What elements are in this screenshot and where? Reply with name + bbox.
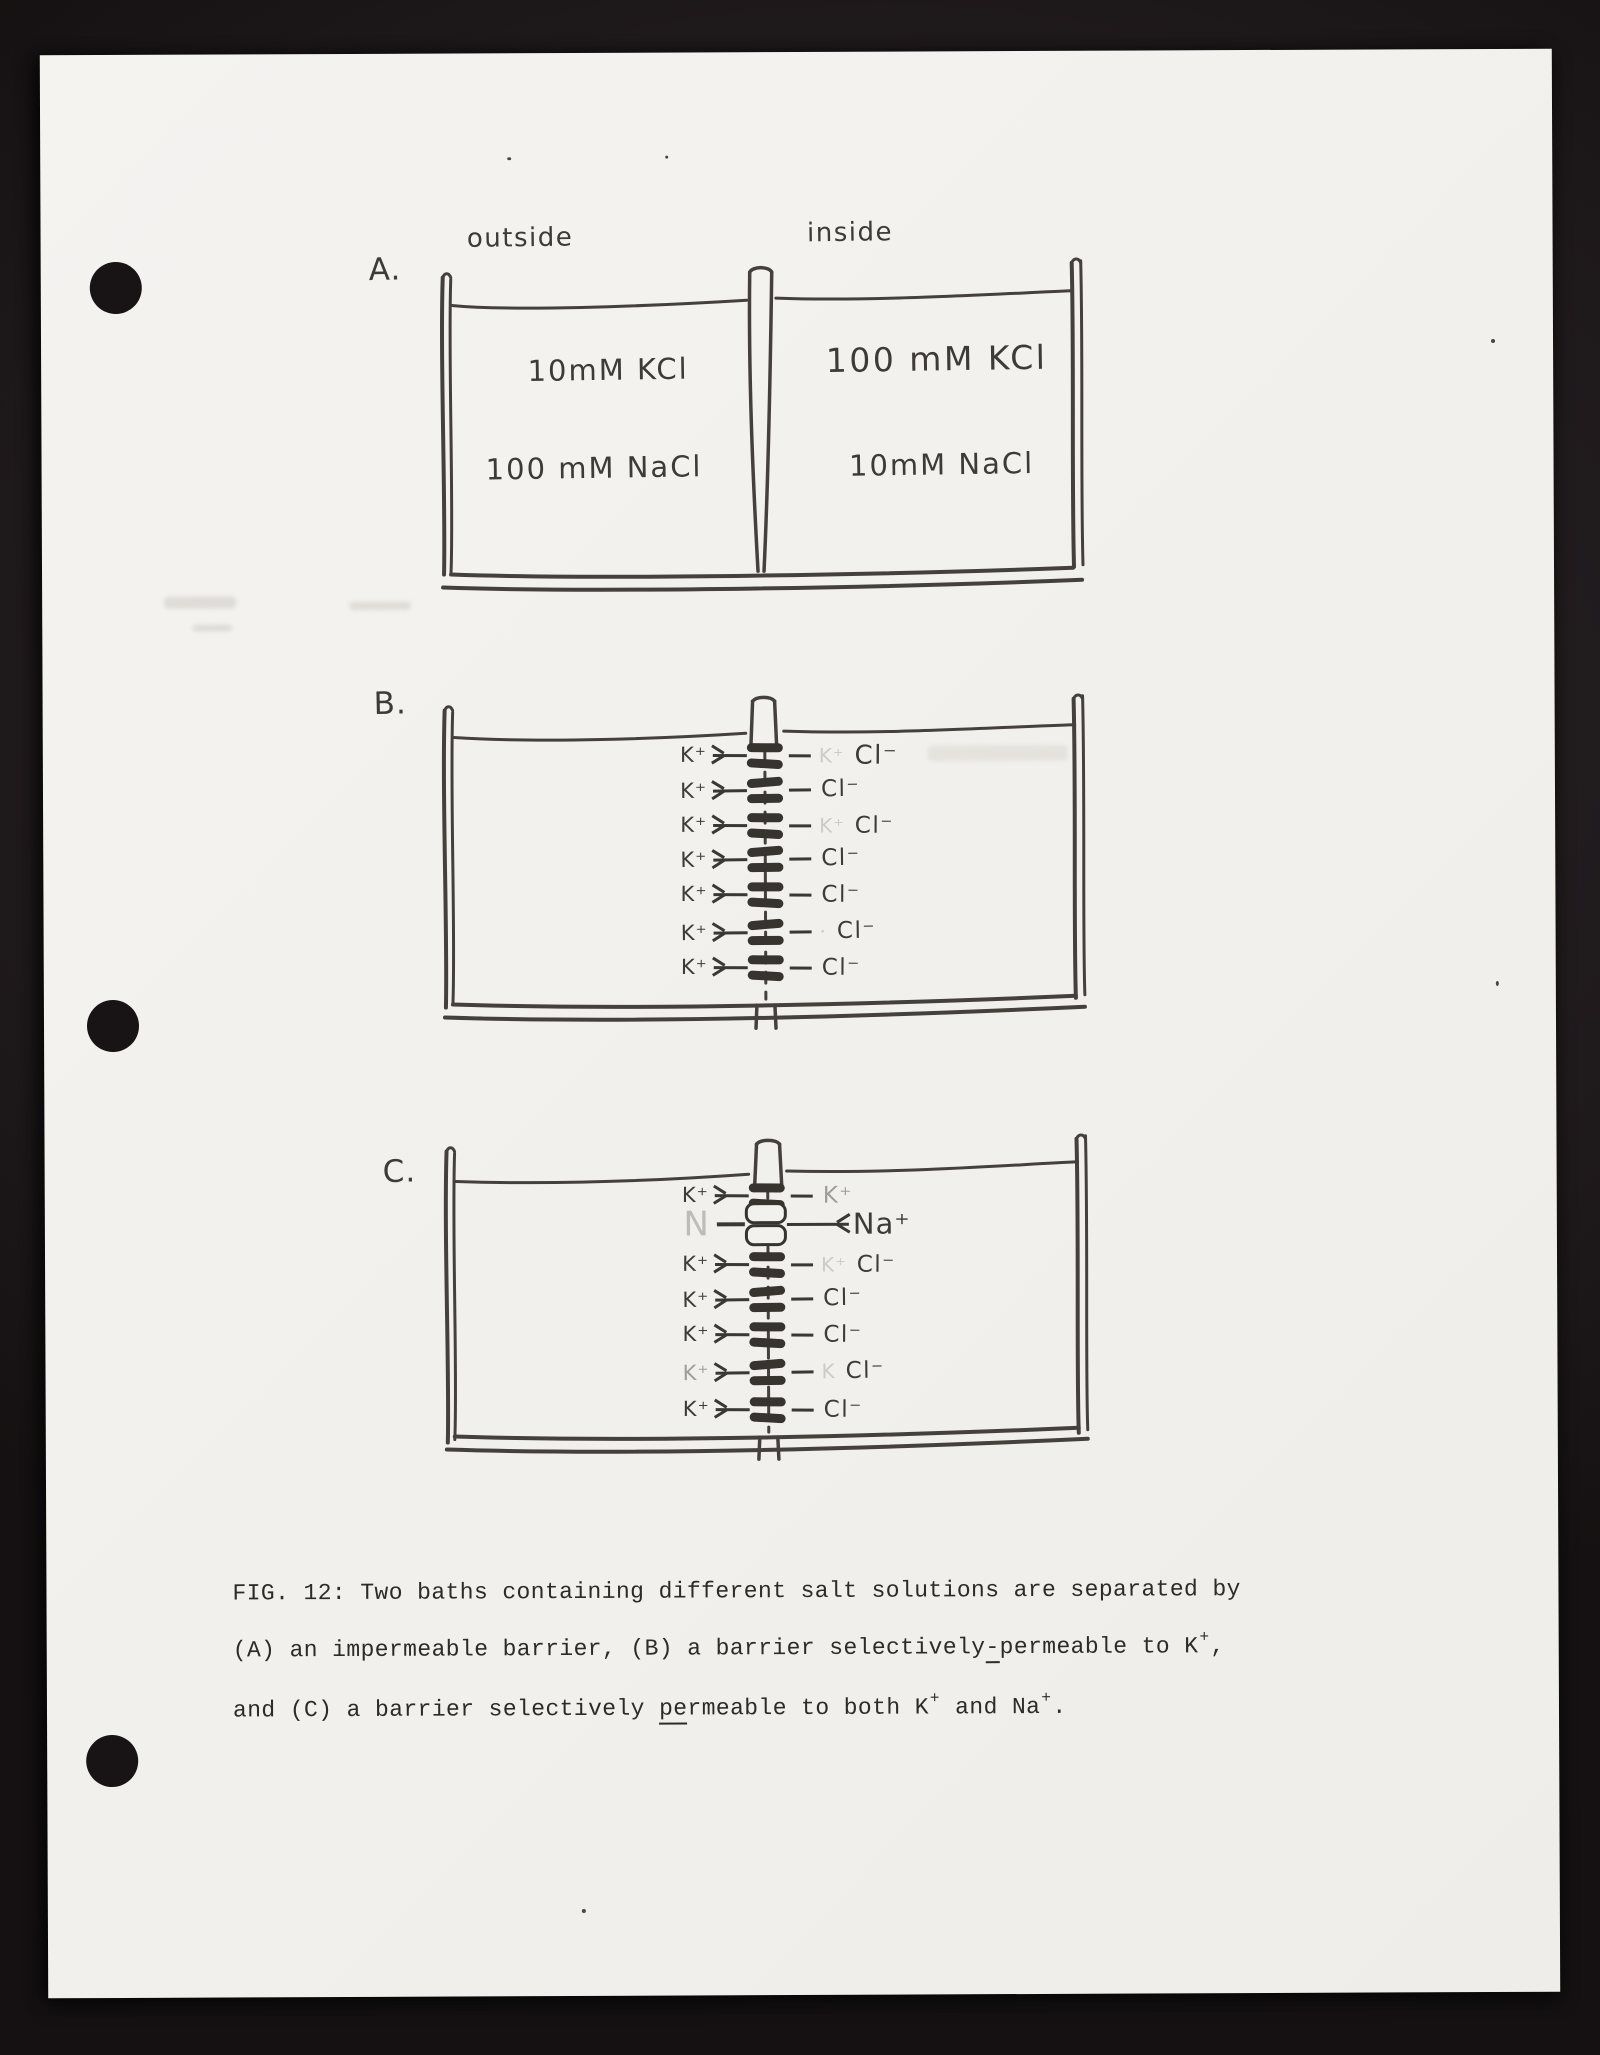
ion-label-k: K⁺ [679, 778, 708, 804]
caption-text: pe [659, 1695, 688, 1724]
diagram-c-label: C. [382, 1153, 417, 1191]
caption-text: and Na [940, 1693, 1041, 1721]
ion-label-k: K⁺ [680, 847, 708, 873]
ion-label-k: K⁺ [682, 1287, 710, 1313]
left-arrow-icon [715, 1298, 749, 1301]
solution-inside-kcl: 100 mM KCl [825, 337, 1048, 381]
bond-dash [791, 1194, 813, 1197]
left-arrow-icon [715, 1262, 749, 1265]
column-header-outside: outside [466, 222, 574, 254]
scan-speck [507, 157, 511, 160]
ion-label-k: K⁺ [682, 1321, 710, 1347]
caption-line [232, 1628, 1225, 1664]
ion-label-right: Cl⁻ [854, 740, 899, 771]
ion-label-right: Cl⁻ [845, 1357, 885, 1384]
ion-label-k: K⁺ [681, 1183, 709, 1208]
solution-outside-nacl: 100 mM NaCl [485, 449, 703, 487]
ion-label-k: K⁺ [682, 1251, 710, 1276]
caption-text: and (C) a barrier selectively [232, 1695, 660, 1724]
column-header-inside: inside [806, 217, 894, 249]
left-arrow-icon [716, 1408, 750, 1411]
bond-dash [791, 1333, 813, 1336]
caption-text: - [985, 1634, 999, 1663]
ion-flow-row [621, 1281, 863, 1318]
left-arrow-icon [715, 1194, 749, 1197]
ion-label-k: K⁺ [680, 955, 708, 980]
solution-inside-nacl: 10mM NaCl [848, 446, 1035, 483]
bond-dash [791, 1297, 813, 1300]
bond-dash [792, 1408, 814, 1411]
eraser-smudge [192, 624, 232, 631]
caption-text: rmeable to both K [687, 1694, 929, 1722]
left-arrow-icon [716, 1371, 750, 1374]
scan-speck [665, 156, 668, 159]
superscript-plus: + [1199, 1628, 1210, 1647]
bond-dash [791, 1370, 813, 1373]
erased-ion-ghost: K⁺ [819, 813, 845, 838]
eraser-smudge [164, 596, 236, 608]
ion-flow-row [621, 1247, 896, 1282]
caption-text: (A) an impermeable barrier, (B) a barrier selectively [232, 1634, 986, 1664]
erased-ion-ghost: K⁺ [818, 743, 845, 768]
scan-speck [1491, 339, 1495, 343]
ion-label-right: Cl⁻ [821, 954, 861, 981]
caption-text: . [1052, 1693, 1067, 1720]
erased-ion-ghost: N [683, 1204, 709, 1245]
ion-label-right: Cl⁻ [836, 917, 877, 945]
ion-flow-row [621, 1353, 885, 1390]
membrane-channel-icon [749, 1322, 785, 1347]
ion-label-k: K⁺ [680, 920, 708, 946]
caption-text: FIG. 12: Two baths containing different salt solutions are separated by [232, 1576, 1241, 1607]
membrane-channel-icon [749, 1359, 785, 1384]
ion-label-k: K⁺ [680, 882, 708, 907]
membrane-channel-open-icon [745, 1202, 787, 1246]
eraser-smudge [928, 745, 1068, 762]
caption-text: permeable to K [999, 1633, 1199, 1661]
superscript-plus: + [929, 1689, 940, 1708]
caption-line [232, 1576, 1240, 1606]
scan-speck [1496, 981, 1499, 986]
erased-ion-ghost: · [819, 919, 828, 944]
membrane-channel-icon [750, 1397, 786, 1422]
caption-line [232, 1688, 1067, 1724]
caption-text: , [1210, 1633, 1225, 1660]
ion-label-k: K⁺ [679, 742, 707, 767]
erased-ion-ghost: K [821, 1359, 836, 1384]
ion-label-right: Cl⁻ [854, 812, 894, 839]
eraser-smudge [349, 602, 411, 610]
ion-label-right: Cl⁻ [821, 844, 861, 872]
membrane-channel-icon [749, 1252, 785, 1277]
ion-flow-row [622, 1392, 863, 1427]
erased-ion-ghost: K⁺ [820, 1252, 847, 1277]
solution-outside-kcl: 10mM KCl [527, 351, 689, 389]
superscript-plus: + [1041, 1688, 1052, 1707]
ion-flow-row [621, 1317, 862, 1352]
ion-label-right: K⁺ [822, 1182, 854, 1209]
ion-label-na: Na⁺ [852, 1206, 911, 1241]
ion-flow-row-na [621, 1200, 911, 1249]
ion-label-right: Cl⁻ [821, 881, 861, 908]
ion-label-right: Cl⁻ [820, 775, 861, 803]
ion-label-right: Cl⁻ [823, 1321, 863, 1348]
paper-sheet [40, 49, 1560, 1999]
scan-speck [582, 1909, 586, 1913]
diagram-a-label: A. [368, 251, 402, 289]
ion-label-right: Cl⁻ [823, 1284, 863, 1312]
bond-dash [791, 1263, 813, 1266]
ion-label-k: K⁺ [682, 1396, 710, 1422]
diagram-b-label: B. [373, 685, 408, 723]
bond-dash [717, 1222, 745, 1226]
membrane-channel-icon [749, 1286, 785, 1311]
ion-label-k: K⁺ [680, 812, 708, 837]
ion-label-right: Cl⁻ [856, 1251, 896, 1278]
left-arrow-icon [715, 1333, 749, 1336]
ion-label-right: Cl⁻ [823, 1396, 863, 1423]
ion-label-k: K⁺ [682, 1360, 710, 1386]
right-arrow-icon [787, 1222, 849, 1225]
